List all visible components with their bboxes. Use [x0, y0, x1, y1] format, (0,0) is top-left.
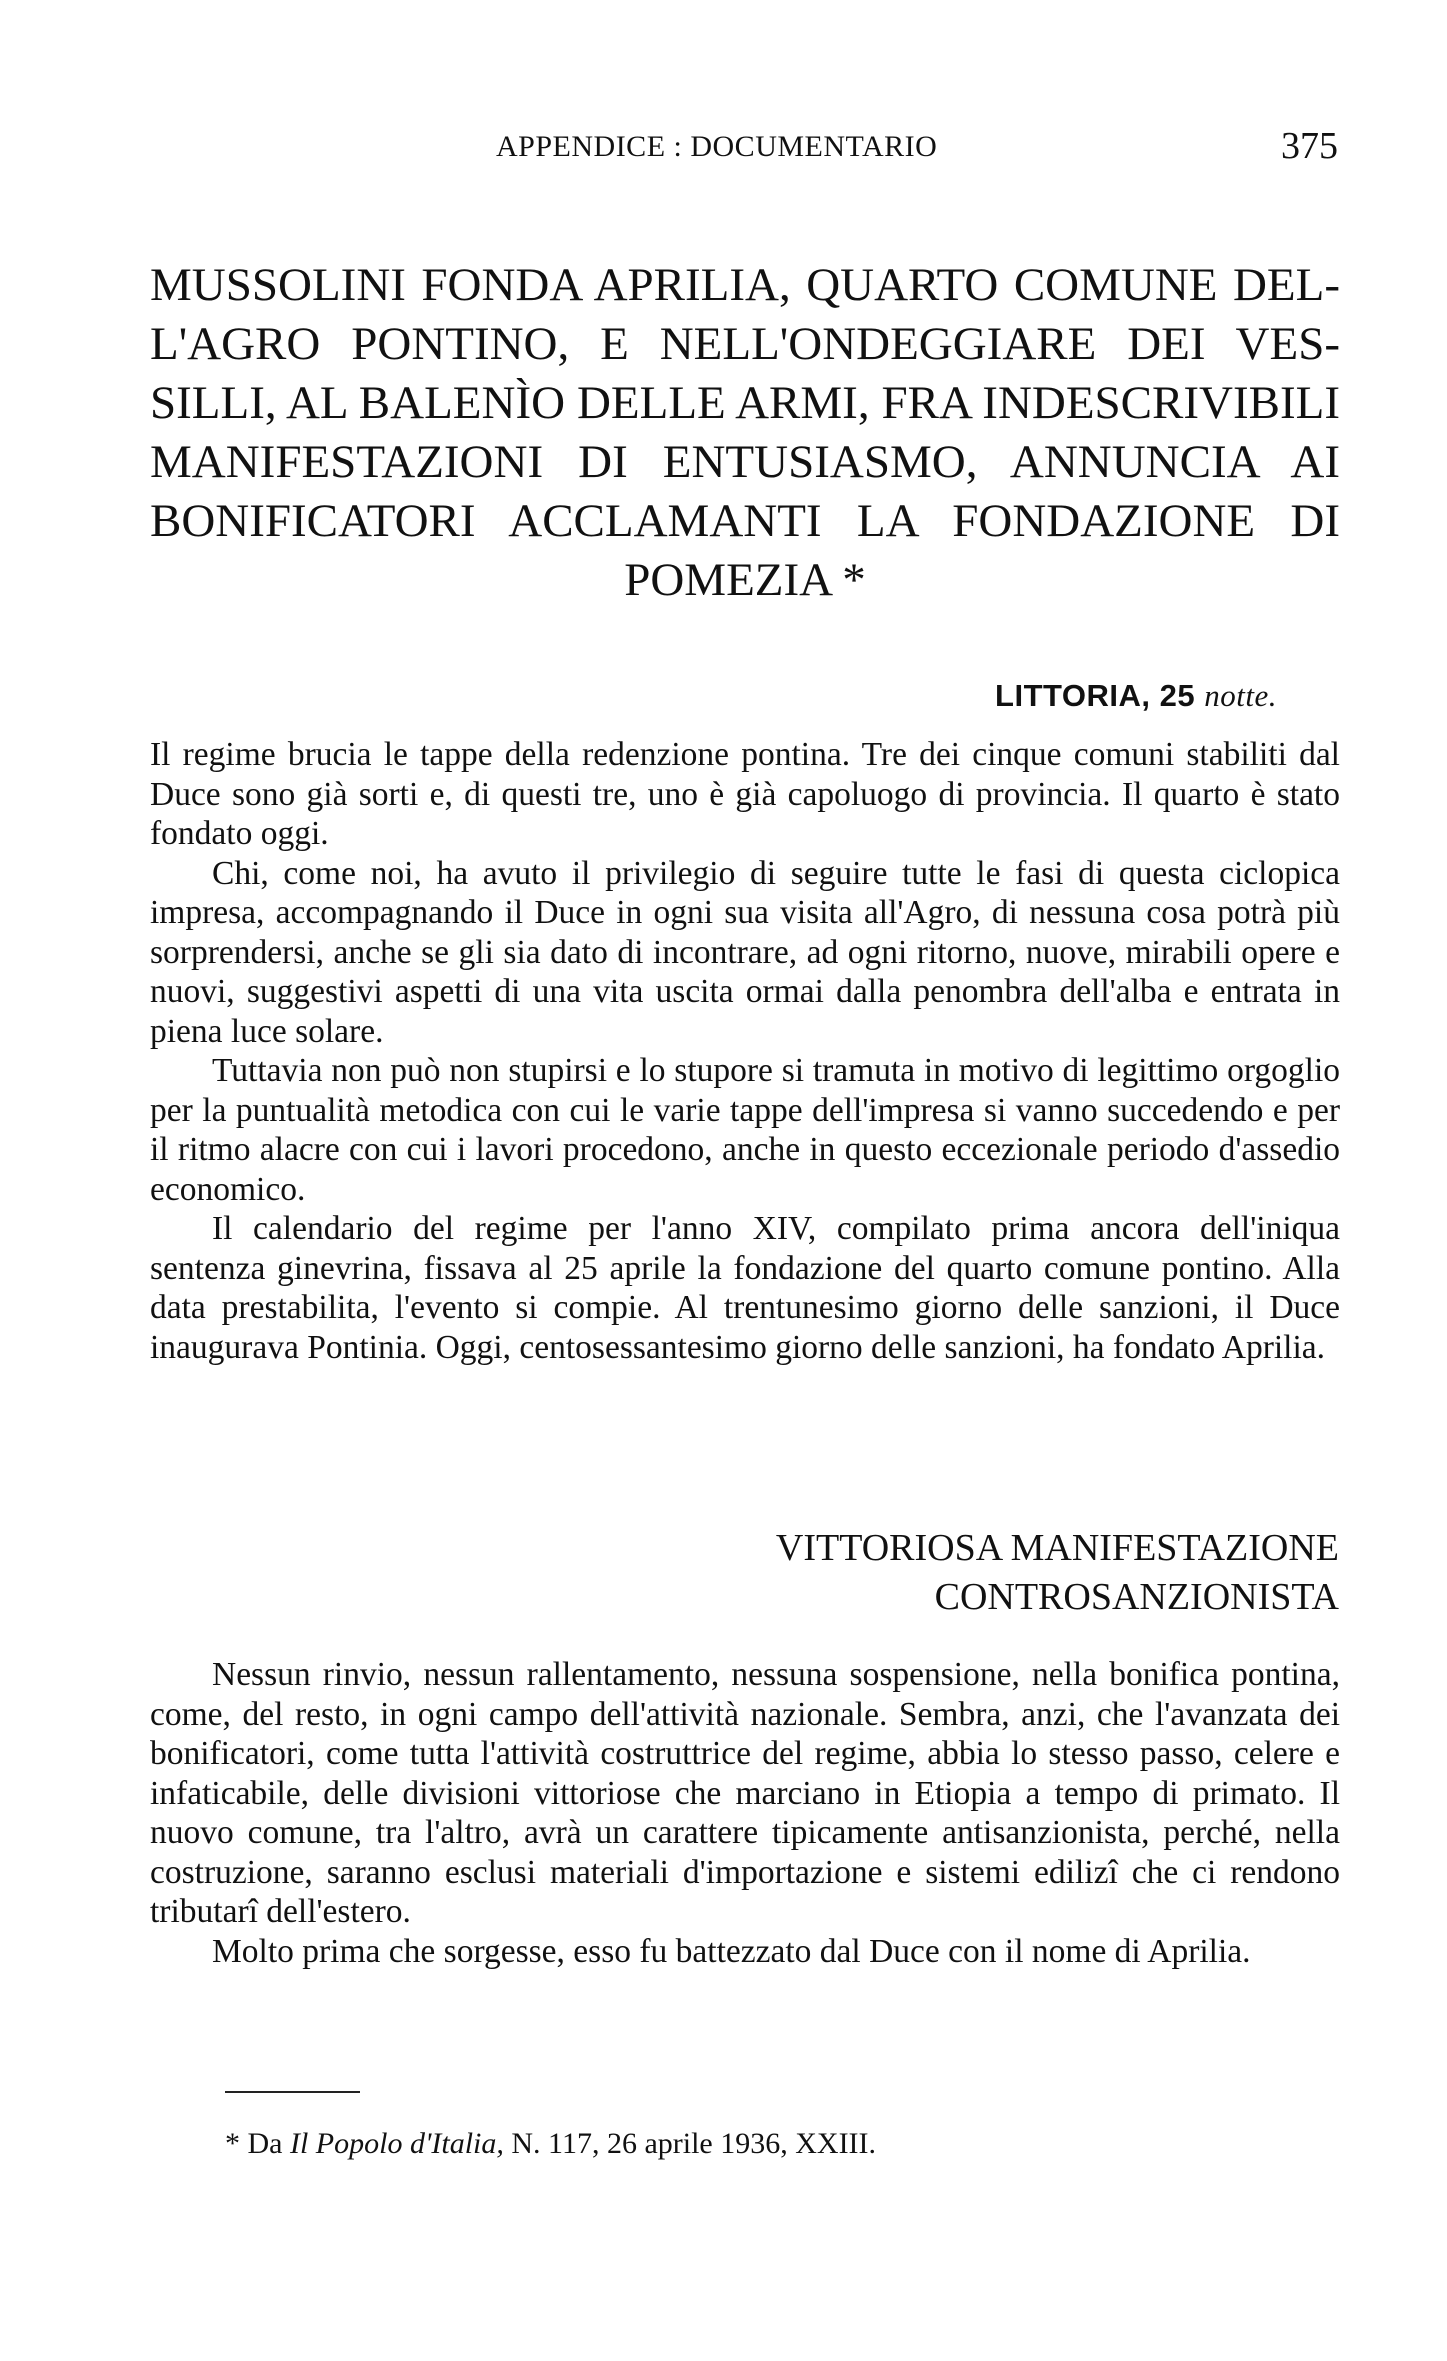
footnote-details: N. 117, 26 aprile 1936, XXIII. [511, 2127, 877, 2160]
footnote-rule [225, 2091, 360, 2093]
section-title-line-2: CONTROSANZIONISTA [934, 1576, 1339, 1618]
paragraph: Molto prima che sorgesse, esso fu battezzato dal Duce con il nome di Aprilia. [212, 1932, 1251, 1970]
dateline [995, 678, 1277, 714]
footnote-prefix: * Da [225, 2127, 283, 2160]
paragraph: Nessun rinvio, nessun rallentamento, nessuna sospensione, nella bonifica pontina, come, del resto, in ogni campo dell'attività nazionale. Sembra, anzi, che l'avanzata dei bonificatori, come tutta l'attività costruttrice del regime, abbia lo stesso passo, celere e infaticabile, delle divisioni vittoriose che marciano in Etiopia a tempo di primato. Il nuovo comune, tra l'altro, avrà un carattere tipicamente antisanzionista, perché, nella costruzione, saranno esclusi materiali d'importazione e sistemi edilizî che ci rendono tributarî dell'estero. [150, 1656, 1340, 1930]
footnote [225, 2127, 876, 2161]
running-title: APPENDICE : DOCUMENTARIO [496, 130, 938, 163]
article-body [150, 735, 1340, 1367]
paragraph: Il calendario del regime per l'anno XIV, compilato prima ancora dell'iniqua sentenza ginevrina, fissava al 25 aprile la fondazione del quarto comune pontino. Alla data prestabilita, l'evento si compie. Al trentunesimo giorno delle sanzioni, il Duce inaugurava Pontinia. Oggi, centosessantesimo giorno delle sanzioni, ha fondato Aprilia. [150, 1210, 1340, 1366]
dateline-note: notte. [1204, 678, 1277, 713]
page-number: 375 [1281, 125, 1338, 167]
footnote-source: Il Popolo d'Italia, [289, 2127, 504, 2160]
section-body [150, 1655, 1340, 1971]
paragraph: Il regime brucia le tappe della redenzione pontina. Tre dei cinque comuni stabiliti dal Duce sono già sorti e, di questi tre, uno è già capoluogo di provincia. Il quarto è stato fondato oggi. [150, 736, 1340, 852]
dateline-place: LITTORIA, 25 [995, 678, 1196, 713]
article-title: MUSSOLINI FONDA APRILIA, QUARTO COMUNE DEL-L'AGRO PONTINO, E NELL'ONDEGGIARE DEI VES-SILLI, AL BALENÌO DELLE ARMI, FRA INDESCRIVIBILI MANIFESTAZIONI DI ENTUSIASMO, ANNUNCIA AI BONIFICATORI ACCLAMANTI LA FONDAZIONE DI POMEZIA * [150, 259, 1340, 606]
section-title-line-1: VITTORIOSA MANIFESTAZIONE [775, 1527, 1339, 1569]
running-head [150, 124, 1338, 174]
paragraph: Tuttavia non può non stupirsi e lo stupore si tramuta in motivo di legittimo orgoglio per la puntualità metodica con cui le varie tappe dell'impresa si vanno succedendo e per il ritmo alacre con cui i lavori procedono, anche in questo eccezionale periodo d'assedio economico. [150, 1052, 1340, 1208]
section-title [579, 1524, 1339, 1622]
paragraph: Chi, come noi, ha avuto il privilegio di seguire tutte le fasi di questa ciclopica impresa, accompagnando il Duce in ogni sua visita all'Agro, di nessuna cosa potrà più sorprendersi, anche se gli sia dato di incontrare, ad ogni ritorno, nuove, mirabili opere e nuovi, suggestivi aspetti di una vita uscita ormai dalla penombra dell'alba e entrata in piena luce solare. [150, 854, 1340, 1050]
